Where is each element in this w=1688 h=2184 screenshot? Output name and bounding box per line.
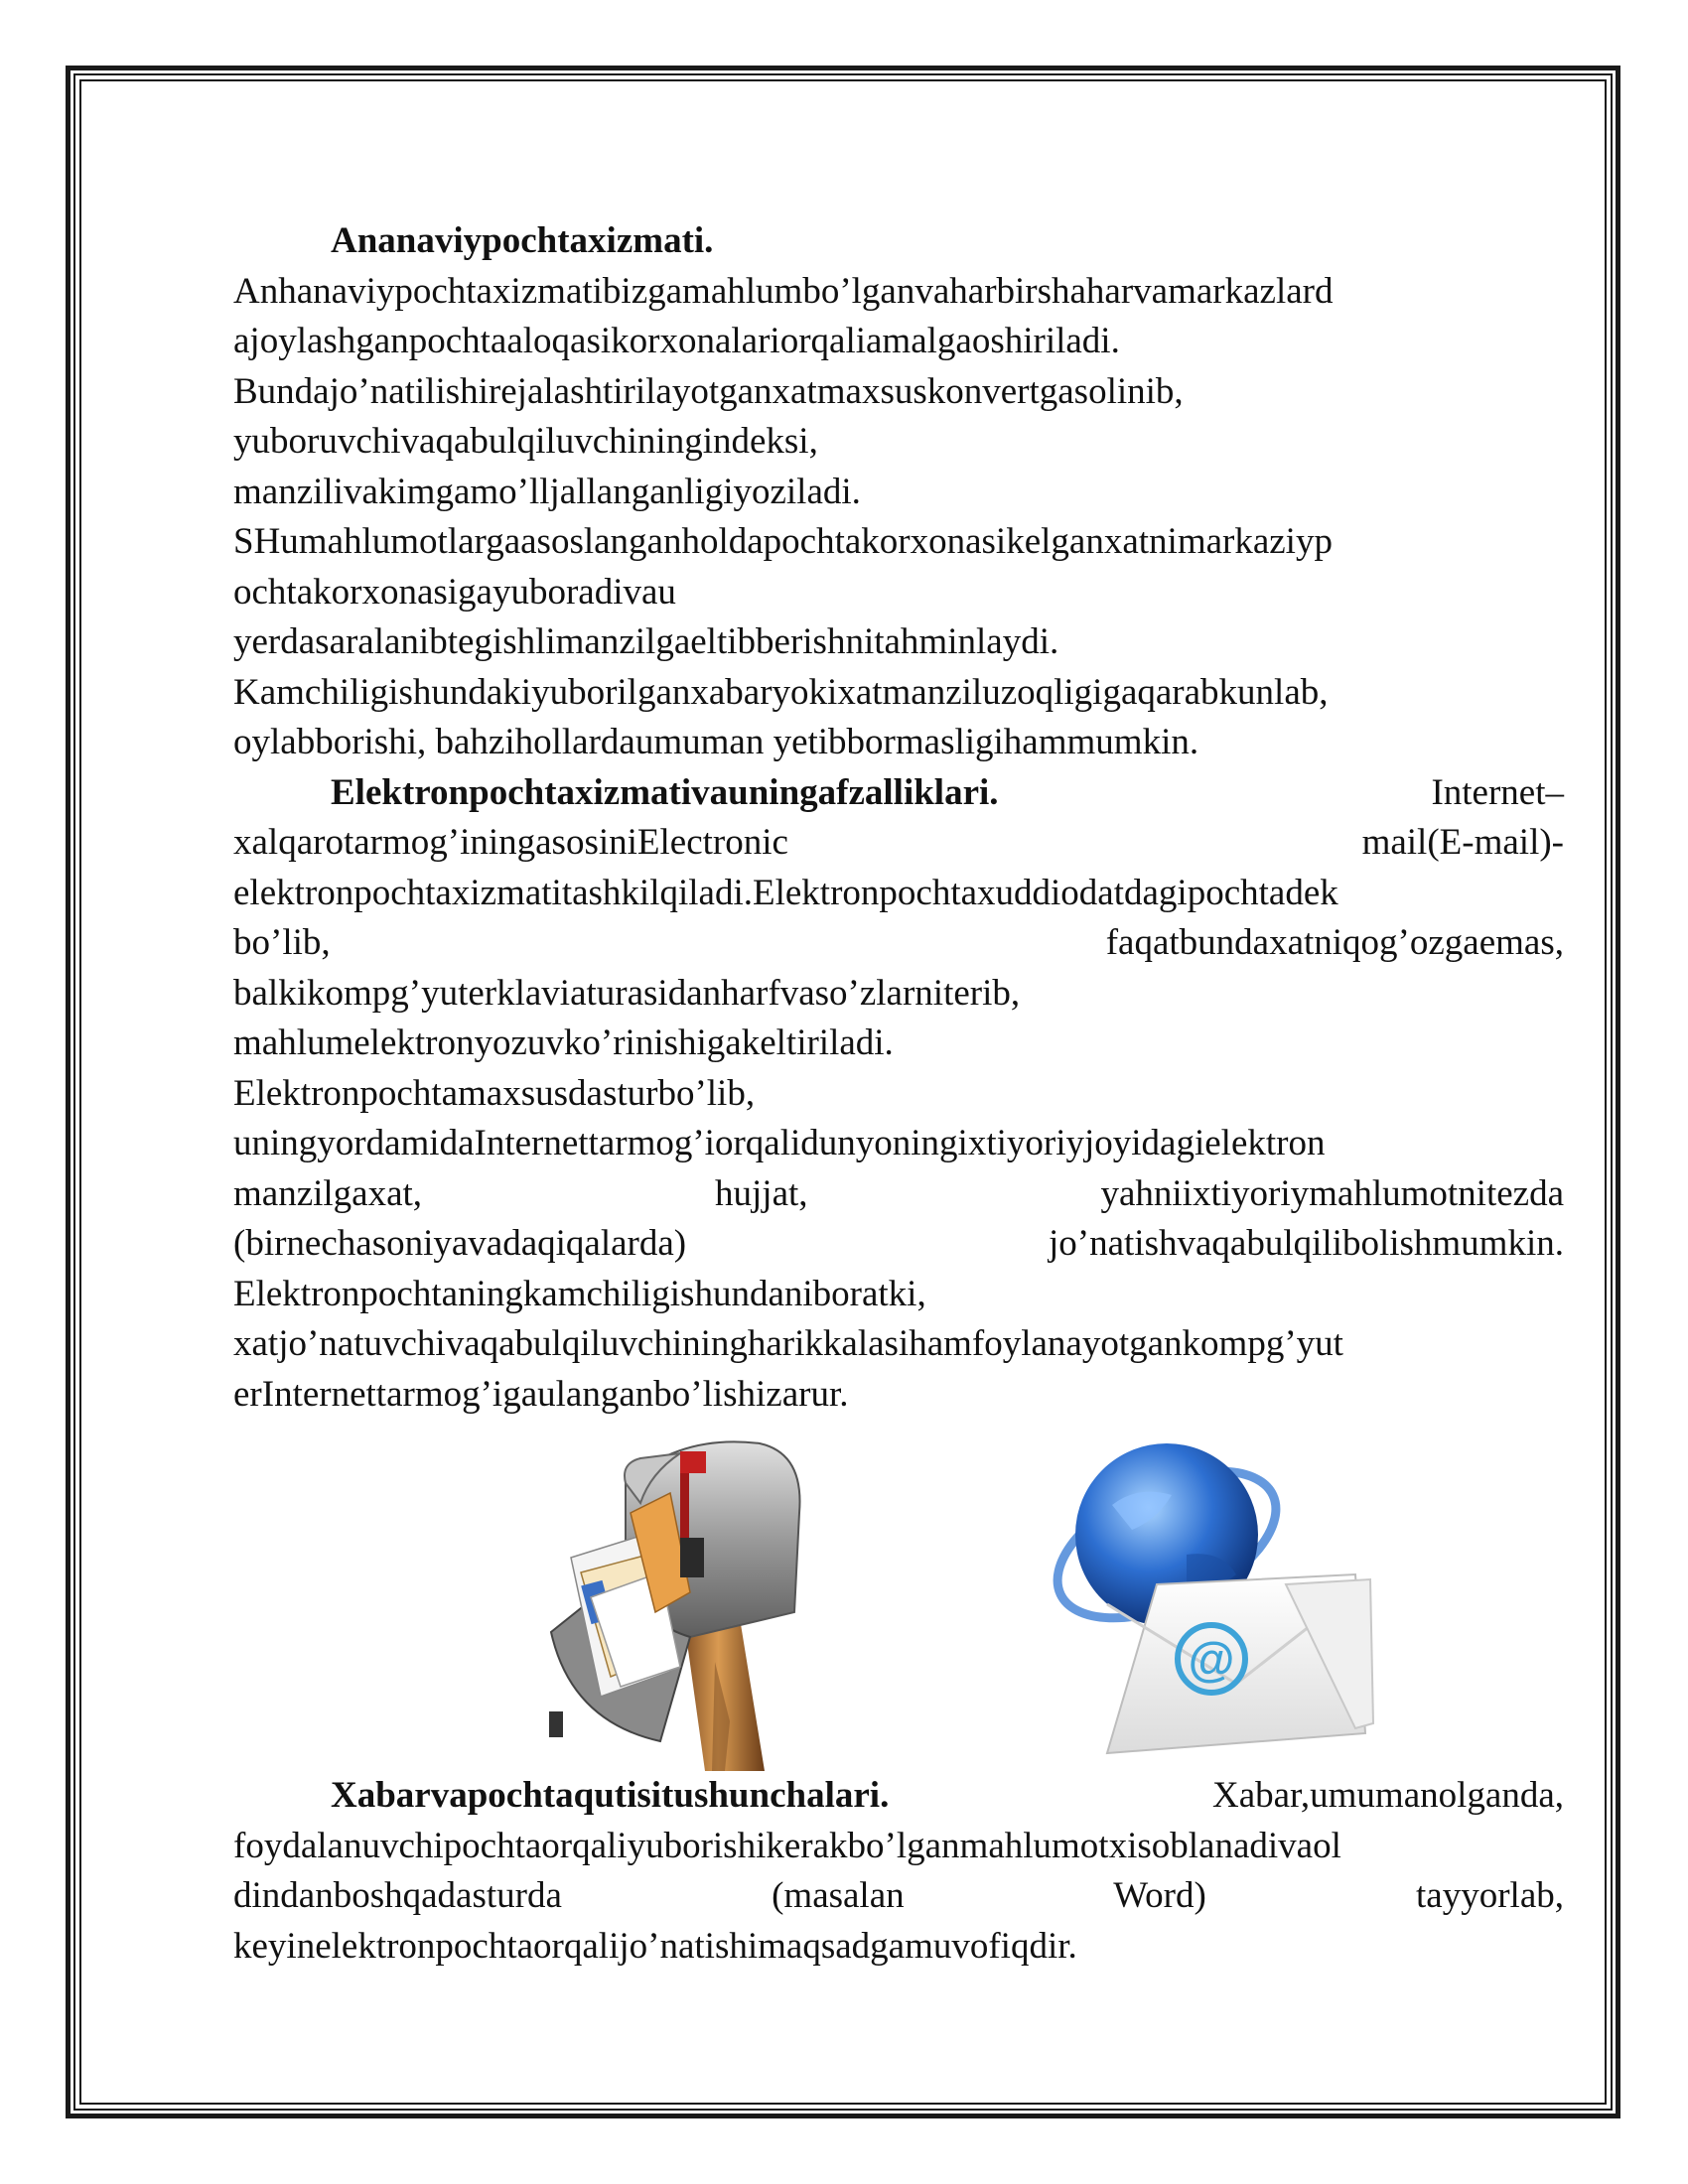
illustrations [233,1424,1564,1771]
body-line: oylabborishi, bahzihollardaumuman yetibbormasligihammumkin. [233,722,1199,762]
body-line: yerdasaralanibtegishlimanzilgaeltibberishnitahminlaydi. [233,621,1059,662]
body-line: ajoylashganpochtaaloqasikorxonalariorqaliamalgaoshiriladi. [233,321,1120,361]
body-line: dindanboshqadasturda (masalan Word) tayyorlab, [233,1875,1564,1916]
body-line: foydalanuvchipochtaorqaliyuborishikerakbo’lganmahlumotxisoblanadivaol [233,1825,1341,1866]
body-line: Anhanaviypochtaxizmatibizgamahlumbo’lganvaharbirshaharvamarkazlard [233,270,1334,312]
section3-heading: Xabarvapochtaqutisitushunchalari. [331,1775,890,1816]
body-line: bo’lib, faqatbundaxatniqog’ozgaemas, [233,922,1564,963]
section3-heading-tail: Xabar,umumanolganda, [1211,1775,1564,1816]
body-line: uningyordamidaInternettarmog’iorqalidunyoningixtiyoriyjoyidagielektron [233,1123,1326,1163]
body-line: yuboruvchivaqabulqiluvchiningindeksi, [233,421,818,462]
body-line: elektronpochtaxizmatitashkilqiladi.Elektronpochtaxuddiodatdagipochtadek [233,872,1338,913]
body-line: manzilgaxat, hujjat, yahniixtiyoriymahlumotnitezda [233,1172,1564,1214]
body-line: balkikompg’yuterklaviaturasidanharfvaso’zlarniterib, [233,972,1021,1014]
section2-heading-line [233,768,1564,819]
svg-text:@: @ [1188,1634,1235,1687]
section1-heading: Ananaviypochtaxizmati. [331,220,714,261]
document-body [233,216,1564,1972]
body-line: SHumahlumotlargaasoslanganholdapochtakorxonasikelganxatnimarkaziyp [233,521,1333,562]
section2-heading-tail: Internet– [1431,771,1564,813]
body-line: Elektronpochtamaxsusdasturbo’lib, [233,1072,756,1114]
body-line: erInternettarmog’igaulanganbo’lishizarur. [233,1373,849,1415]
section1-heading-line [233,216,1564,267]
email-globe-icon [1038,1435,1375,1763]
body-line: mahlumelektronyozuvko’rinishigakeltiriladi. [233,1023,894,1063]
body-line: Bundajo’natilishirejalashtirilayotganxatmaxsuskonvertgasolinib, [233,370,1184,412]
body-line: Elektronpochtaningkamchiligishundaniboratki, [233,1273,926,1314]
body-line: keyinelektronpochtaorqalijo’natishimaqsadgamuvofiqdir. [233,1925,1077,1967]
body-line: xalqarotarmog’iningasosiniElectronic mail(E-mail)- [233,822,1564,863]
section3-heading-line [233,1771,1564,1822]
body-line: xatjo’natuvchivaqabulqiluvchiningharikkalasihamfoylanayotgankompg’yut [233,1323,1343,1364]
body-line: ochtakorxonasigayuboradivau [233,571,676,613]
mailbox-icon [531,1424,829,1771]
section2-heading: Elektronpochtaxizmativauningafzalliklari. [331,771,999,813]
body-line: (birnechasoniyavadaqiqalarda) jo’natishvaqabulqilibolishmumkin. [233,1223,1564,1264]
body-line: Kamchiligishundakiyuborilganxabaryokixatmanziluzoqligigaqarabkunlab, [233,671,1329,713]
body-line: manzilivakimgamo’lljallanganligiyoziladi. [233,471,861,512]
